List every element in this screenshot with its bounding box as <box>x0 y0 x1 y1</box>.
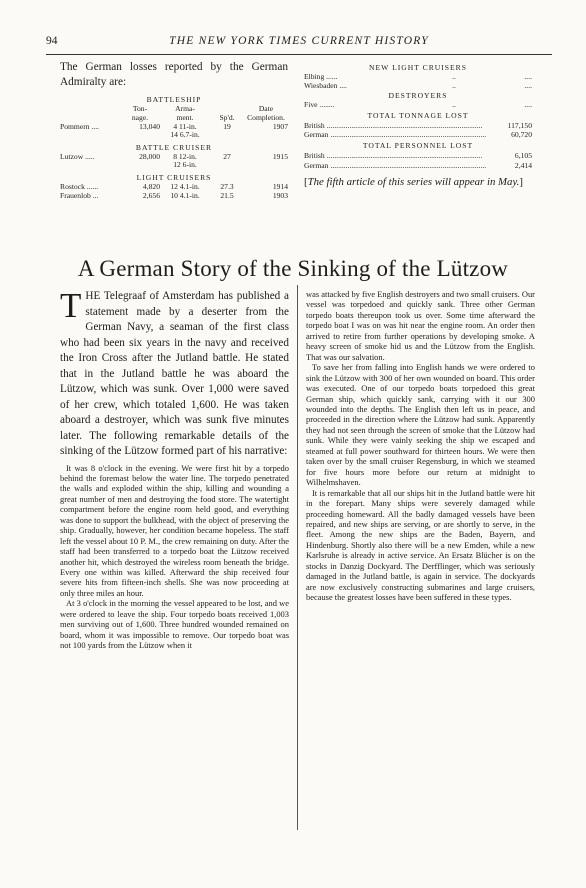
ship-tonnage: 13,040 <box>139 121 160 131</box>
table-row: Five ........ .. .... <box>304 100 532 110</box>
table-row: British .................................................................................. 117,150 <box>304 120 532 130</box>
ship-armament: 10 4.1-in. <box>170 190 200 200</box>
ship-name: Lutzow ..... <box>60 151 95 161</box>
nation-name: British <box>304 120 325 130</box>
ship-speed: 27 <box>223 151 231 161</box>
destroyers-table <box>304 101 532 110</box>
article-right-column <box>306 289 535 603</box>
col-header-name <box>60 105 120 122</box>
ship-speed: 21.5 <box>220 190 234 200</box>
table-row: Wiesbaden .... .. .... <box>304 80 532 90</box>
losses-left-column <box>60 60 288 200</box>
page-header <box>46 35 552 51</box>
nation-name: German <box>304 160 329 170</box>
article-paragraph: It was 8 o'clock in the evening. We were first hit by a torpedo behind the foremast below the water line. The torpedo penetrated the walls and exploded within the ship, killing and wounding a great number of men and destroying the food store. The watertight compartment before the engine room held good, and everything was done to support the bulkhead, with the object of preserving the ship. Gradually, however, her condition became hopeless. The staff left the vessel about 10 P. M., the crew remaining on duty. After the staff had been transferred to a torpedo boat the Lützow received another hit, which destroyed the wireless room beneath the bridge. Every one within was killed. Afterward the ship received four severe hits from fifteen-inch shells. She was now proceeding at only three miles an hour. <box>60 462 289 598</box>
table-row <box>60 192 288 201</box>
ship-name: Wiesbaden .... <box>304 80 347 90</box>
table-row <box>60 123 288 140</box>
personnel-value: 2,414 <box>514 160 532 170</box>
battleship-table <box>60 105 288 139</box>
table-row <box>60 153 288 170</box>
destroyers-heading: DESTROYERS <box>388 91 448 101</box>
ship-name: Frauenlob ... <box>60 190 99 200</box>
header-rule <box>46 54 552 55</box>
ship-date: 1915 <box>272 151 288 161</box>
article-paragraph: To save her from falling into English hands we were ordered to sink the Lützow with 300 of her own wounded on board. This order was executed. One of our torpedo boats torpedoed this great German ship, which quickly sank, carrying with it our 300 wounded into the depths. The English then left us in peace, and proceeded in the direction where the Lützow had sunk. Apparently they had not seen through the screen of smoke that the Lützow had sunk. While they were vainly seeking the ship we escaped and steamed at full power southward for thirteen hours. We were then taken over by the small cruiser Regensburg, in which we steamed for five hours more before our return at midnight to Wilhelmshaven. <box>306 362 535 488</box>
nation-name: British <box>304 150 325 160</box>
ship-speed: 19 <box>223 121 231 131</box>
table-row: Elbing ...... .. .... <box>304 72 532 81</box>
col-header-speed: Sp'd. <box>219 113 235 122</box>
light-cruisers-table <box>60 183 288 200</box>
table-header-row <box>60 105 288 122</box>
article-left-column <box>60 286 289 651</box>
article-paragraph: It is remarkable that all our ships hit in the Jutland battle were hit in the forepart. Many ships were severely damaged while proceeding homeward. All the badly damaged vessels have been repaired, and new ships are serving, or are shortly to serve, in the fleet. Among the new ships are the Baden, Bayern, and Hindenburg. Shortly also there will be a new Emden, while a new Karlsruhe is already in active service. An Ersatz Blücher is on the stocks in Danzig Dockyard. The Derfflinger, which was seriously damaged in the Jutland battle, is again in service. The dockyards are now exclusively constructing submarines and large cruisers, because the greatest losses have been suffered in these types. <box>306 487 535 603</box>
column-divider <box>297 285 298 830</box>
ship-tonnage: 28,000 <box>139 151 160 161</box>
ship-tonnage: 4,820 <box>142 181 160 191</box>
ship-armament: 4 11-in. 14 6.7-in. <box>170 121 200 140</box>
battleship-heading: BATTLESHIP <box>146 95 202 105</box>
table-row: German .................................................................................. 2,414 <box>304 160 532 170</box>
ship-speed: 27.3 <box>220 181 234 191</box>
new-light-cruisers-heading: NEW LIGHT CRUISERS <box>369 63 467 72</box>
ship-armament: 8 12-in. 12 6-in. <box>173 151 197 170</box>
col-header-armament: Arma- ment. <box>175 104 195 122</box>
losses-intro: The German losses reported by the German Admiralty are: <box>60 61 288 89</box>
battle-cruiser-heading: BATTLE CRUISER <box>135 142 213 152</box>
new-light-cruisers-table <box>304 73 532 90</box>
tonnage-value: 60,720 <box>511 130 532 140</box>
col-header-date: Date Completion. <box>247 104 285 122</box>
ship-armament: 12 4.1-in. <box>170 181 200 191</box>
total-tonnage-heading: TOTAL TONNAGE LOST <box>367 110 469 120</box>
article-paragraph: was attacked by five English destroyers and two small cruisers. Our vessel was torpedoed and quickly sank. Three other German torpedo boats thereupon took us over. Some time afterward the torpedo boat I was on was hit near the engine room. An order then arrived to retire from further operations by developing smoke. A heavy screen of smoke hid us and the Lützow from the English. That was our salvation. <box>306 289 535 362</box>
article-lead: THE Telegraaf of Amsterdam has published a statement made by a deserter from the German Navy, a seaman of the first class who had been six years in the navy and received the Iron Cross after the Jutland battle. He stated that in the Jutland battle he was aboard the Lützow, which was sunk. Over 1,000 were saved of her crew, which totaled 1,600. He was taken aboard a destroyer, which was sunk five minutes later. The following remarkable details of the sinking of the Lützow formed part of his narrative: <box>60 286 289 457</box>
col-header-tonnage: Ton- nage. <box>131 104 149 122</box>
nation-name: German <box>304 130 329 140</box>
ship-name: Elbing ...... <box>304 72 338 81</box>
ship-name: Pommern .... <box>60 121 100 131</box>
ship-date: 1907 <box>272 121 288 131</box>
table-row: German .................................................................................. 60,720 <box>304 130 532 140</box>
table-row: British .................................................................................. 6,105 <box>304 150 532 160</box>
drop-cap: T <box>60 286 82 325</box>
losses-right-column <box>304 63 532 189</box>
tonnage-value: 117,150 <box>507 120 532 130</box>
ship-name: Five ........ <box>304 100 335 110</box>
ship-tonnage: 2,656 <box>142 190 160 200</box>
ship-date: 1903 <box>272 190 288 200</box>
article-paragraph: At 3 o'clock in the morning the vessel appeared to be lost, and we were ordered to leave the ship. Four torpedo boats received 1,003 men surviving out of 1,600. Three hundred wounded remained on board, whom it was impossible to remove. Our torpedo boat was not 100 yards from the Lützow when it <box>60 598 289 651</box>
total-personnel-heading: TOTAL PERSONNEL LOST <box>362 140 474 150</box>
ship-name: Rostock ...... <box>60 181 99 191</box>
battle-cruiser-table <box>60 153 288 170</box>
light-cruisers-heading: LIGHT CRUISERS <box>136 172 212 182</box>
series-note: [The fifth article of this series will appear in May.] <box>304 176 523 189</box>
running-title: THE NEW YORK TIMES CURRENT HISTORY <box>169 35 429 47</box>
page-number: 94 <box>46 35 58 47</box>
article-headline: A German Story of the Sinking of the Lützow <box>77 256 509 281</box>
ship-date: 1914 <box>272 181 288 191</box>
personnel-value: 6,105 <box>514 150 532 160</box>
